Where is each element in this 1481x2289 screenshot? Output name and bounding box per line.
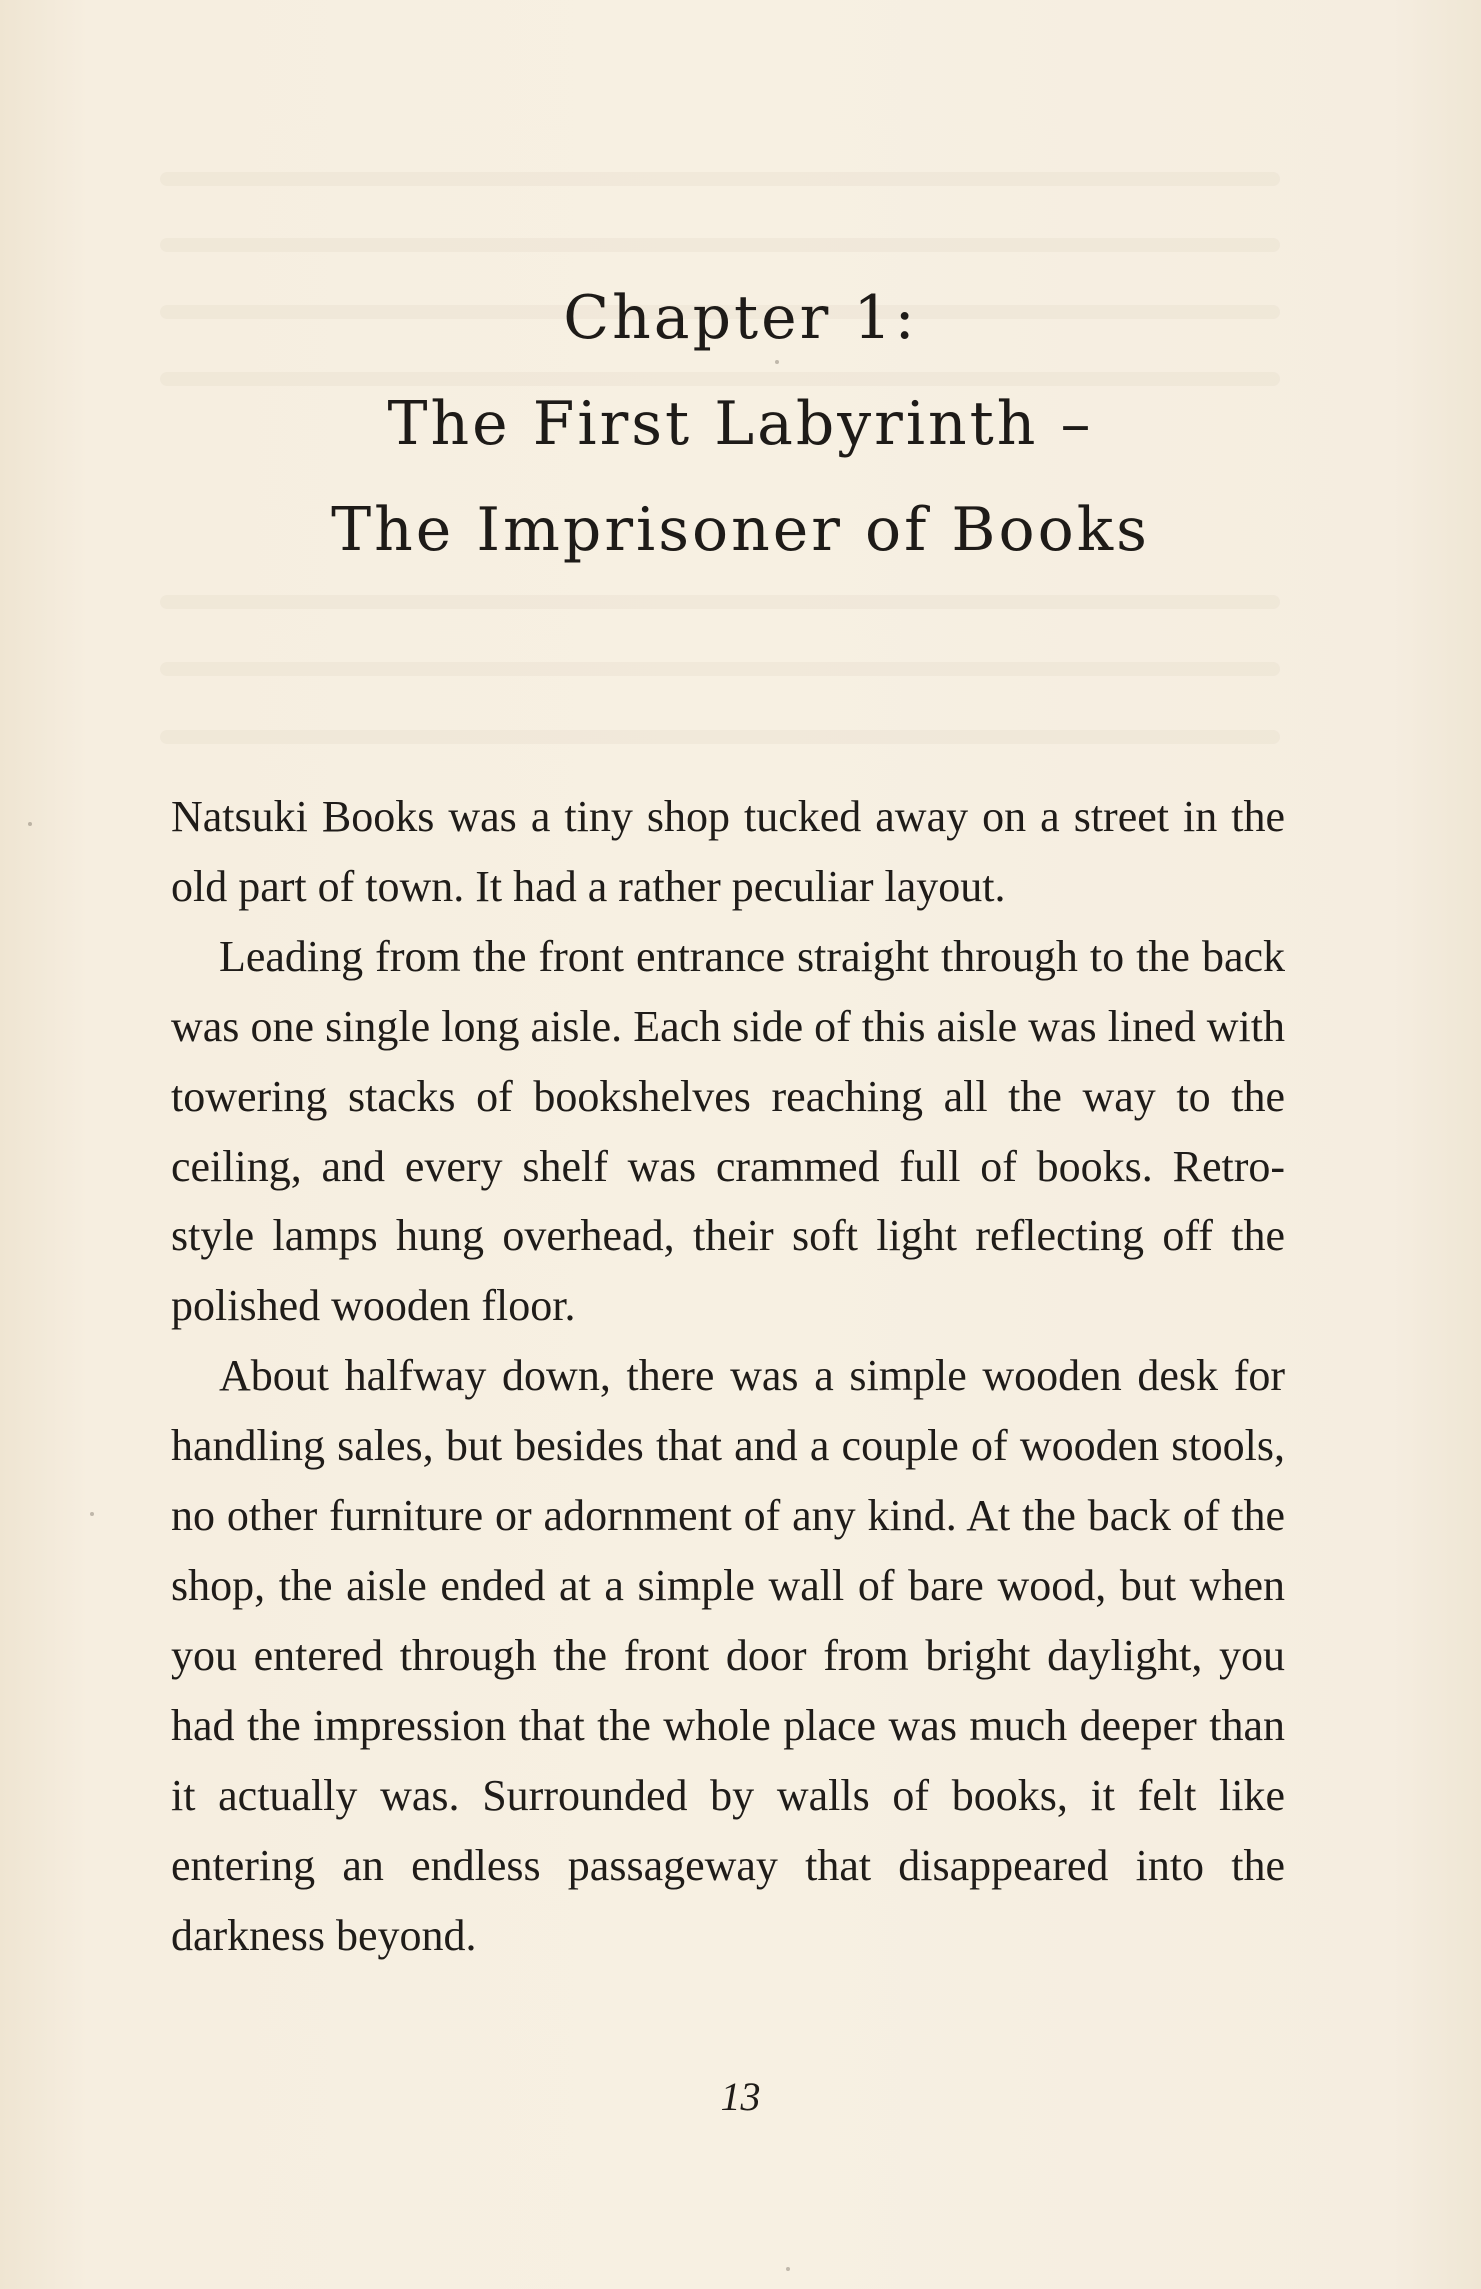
paper-speck <box>90 1512 94 1516</box>
page-number: 13 <box>720 2074 761 2119</box>
paragraph: Leading from the front entrance straight through to the back was one single long aisle. Each side of this aisle was lined with towering stacks of bookshelves reaching all the way to the ceiling, and every shelf was crammed full of books. Retro-style lamps hung overhead, their soft light reflecting off the polished wooden floor. <box>171 931 1285 1331</box>
chapter-heading <box>0 265 1481 583</box>
chapter-title-line-1: The First Labyrinth – <box>387 389 1094 459</box>
chapter-body <box>171 782 1285 1970</box>
paper-speck <box>786 2267 790 2271</box>
paragraph: Natsuki Books was a tiny shop tucked away on a street in the old part of town. It had a rather peculiar layout. <box>171 792 1285 911</box>
bleed-through-line <box>160 662 1280 676</box>
chapter-number: Chapter 1: <box>563 283 918 353</box>
bleed-through-line <box>160 172 1280 186</box>
paragraph: About halfway down, there was a simple wooden desk for handling sales, but besides that and a couple of wooden stools, no other furniture or adornment of any kind. At the back of the shop, the aisle ended at a simple wall of bare wood, but when you entered through the front door from bright daylight, you had the impression that the whole place was much deeper than it actually was. Surrounded by walls of books, it felt like entering an endless passageway that disappeared into the darkness beyond. <box>171 1351 1285 1960</box>
bleed-through-line <box>160 730 1280 744</box>
bleed-through-line <box>160 595 1280 609</box>
bleed-through-line <box>160 238 1280 252</box>
paper-speck <box>28 822 32 826</box>
chapter-title-line-2: The Imprisoner of Books <box>331 495 1150 565</box>
